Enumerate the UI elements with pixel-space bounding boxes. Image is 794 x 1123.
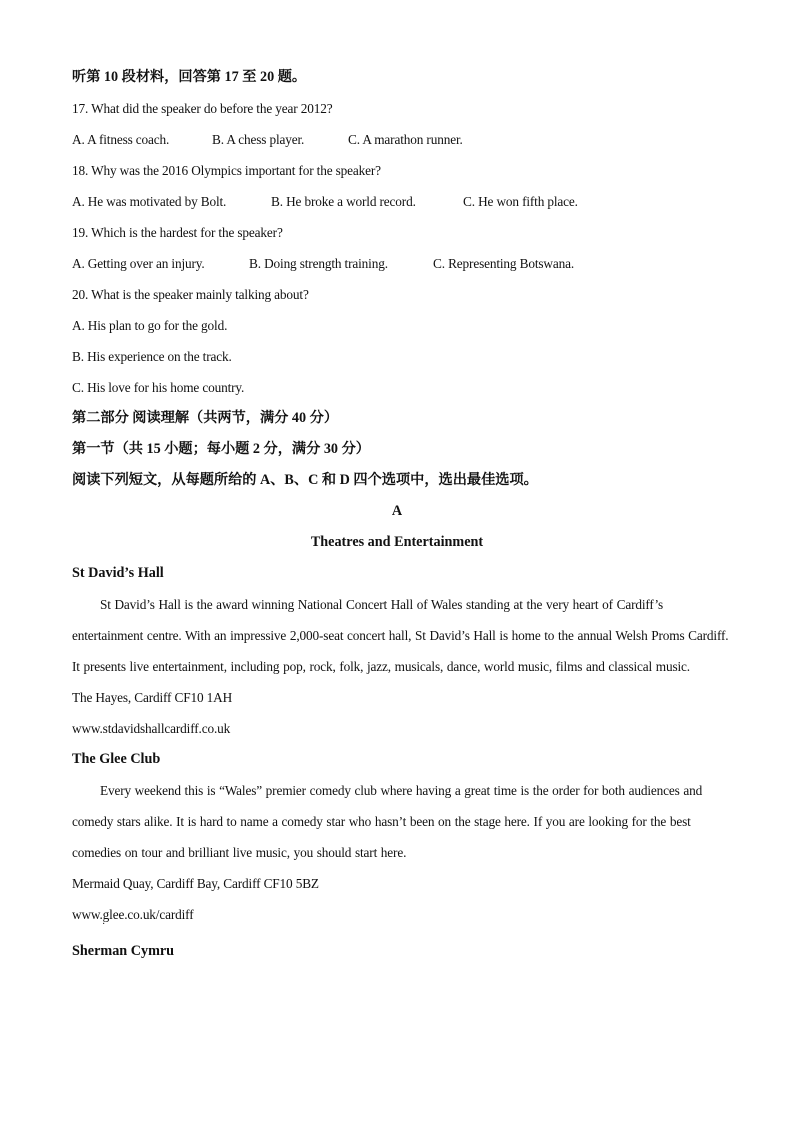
question-17: 17. What did the speaker do before the year 2012? bbox=[72, 101, 333, 116]
option-20a: A. His plan to go for the gold. bbox=[72, 318, 228, 333]
venue-description-glee-club: Every weekend this is “Wales” premier comedy club where having a great time is the order for both audiences and comedy stars alike. It is hard to name a comedy star who hasn’t been on the stage here. If you are looking for the best comedies on tour and brilliant live music, you should start here. bbox=[72, 783, 703, 860]
option-17a: A. A fitness coach. bbox=[72, 132, 170, 147]
venue-name-sherman-cymru: Sherman Cymru bbox=[72, 943, 175, 959]
question-19-options bbox=[72, 248, 732, 279]
option-19b: B. Doing strength training. bbox=[249, 256, 388, 271]
option-19c: C. Representing Botswana. bbox=[433, 256, 575, 271]
venue-website-st-davids-hall: www.stdavidshallcardiff.co.uk bbox=[72, 721, 231, 736]
option-18a: A. He was motivated by Bolt. bbox=[72, 194, 227, 209]
option-18c: C. He won fifth place. bbox=[463, 194, 578, 209]
option-19a: A. Getting over an injury. bbox=[72, 256, 205, 271]
venue-description-st-davids-hall: St David’s Hall is the award winning National Concert Hall of Wales standing at the very heart of Cardiff’s entertainment centre. With an impressive 2,000-seat concert hall, St David’s Hall is home to the annual Welsh Proms Cardiff. It presents live entertainment, including pop, rock, folk, jazz, musicals, dance, world music, films and classical music. bbox=[72, 597, 729, 674]
venue-website-glee-club: www.glee.co.uk/cardiff bbox=[72, 907, 194, 922]
question-20: 20. What is the speaker mainly talking about? bbox=[72, 287, 309, 302]
stray-mark: · bbox=[102, 919, 106, 930]
venue-address-glee-club: Mermaid Quay, Cardiff Bay, Cardiff CF10 5BZ bbox=[72, 876, 319, 891]
reading-section-heading: 第一节（共 15 小题；每小题 2 分，满分 30 分） bbox=[72, 441, 370, 457]
exam-page bbox=[72, 62, 732, 967]
reading-part-heading: 第二部分 阅读理解（共两节，满分 40 分） bbox=[72, 410, 339, 426]
option-18b: B. He broke a world record. bbox=[271, 194, 416, 209]
passage-title: Theatres and Entertainment bbox=[310, 534, 484, 550]
option-20c: C. His love for his home country. bbox=[72, 380, 245, 395]
question-17-options bbox=[72, 124, 732, 155]
venue-address-st-davids-hall: The Hayes, Cardiff CF10 1AH bbox=[72, 690, 233, 705]
option-17b: B. A chess player. bbox=[212, 132, 305, 147]
option-20b: B. His experience on the track. bbox=[72, 349, 232, 364]
venue-name-glee-club: The Glee Club bbox=[72, 751, 161, 767]
question-18: 18. Why was the 2016 Olympics important for the speaker? bbox=[72, 163, 381, 178]
venue-name-st-davids-hall: St David’s Hall bbox=[72, 565, 164, 581]
question-18-options bbox=[72, 186, 732, 217]
listening-heading: 听第 10 段材料，回答第 17 至 20 题。 bbox=[72, 69, 307, 85]
reading-instruction: 阅读下列短文，从每题所给的 A、B、C 和 D 四个选项中，选出最佳选项。 bbox=[72, 472, 538, 488]
passage-letter: A bbox=[391, 503, 403, 519]
question-19: 19. Which is the hardest for the speaker? bbox=[72, 225, 283, 240]
option-17c: C. A marathon runner. bbox=[348, 132, 463, 147]
